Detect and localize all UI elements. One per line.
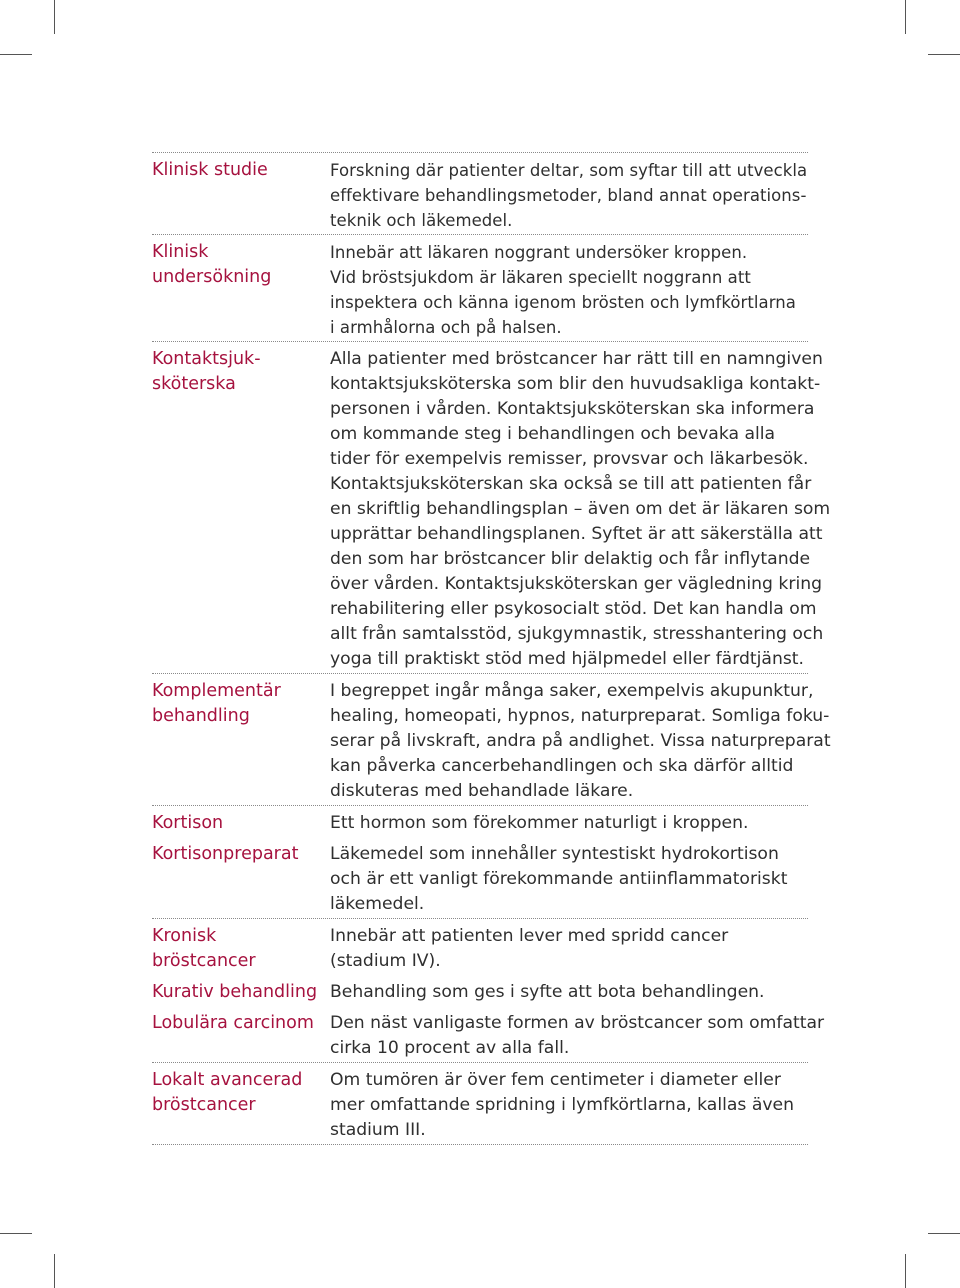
glossary-definition: Forskning där patienter deltar, som syftar till att utveckla effektivare behandlingsmetoder, bland annat operations- teknik och läkemedel. [330, 161, 808, 230]
glossary-definition: Alla patienter med bröstcancer har rätt till en namngiven kontaktsjuksköterska som blir den huvudsakliga kontakt- personen i vården. Kontaktsjuksköterskan ska informera om kommande steg i behandlingen och bevaka alla tider för exempelvis remisser, provsvar och läkarbesök. Kontaktsjuksköterskan ska också se till att patienten får en skriftlig behandlingsplan – även om det är läkaren som upprättar behandlingsplanen. Syftet är att säkerställa att den som har bröstcancer blir delaktig och får inflytande över vården. Kontaktsjuksköterskan ger vägledning kring rehabilitering eller psykosocialt stöd. Det kan handla om allt från samtalsstöd, sjukgymnastik, stresshantering och yoga till praktiskt stöd med hjälpmedel eller färdtjänst. [330, 349, 831, 669]
glossary-term: Lobulära carcinom [152, 1013, 314, 1033]
crop-mark [54, 0, 55, 34]
glossary-definition: Läkemedel som innehåller syntestiskt hydrokortison och är ett vanligt förekommande antiinflammatoriskt läkemedel. [330, 844, 788, 914]
glossary-entry [152, 153, 808, 235]
glossary-entry [152, 975, 808, 1006]
glossary-term: Klinisk undersökning [152, 242, 272, 287]
glossary-term: Kontaktsjuk- sköterska [152, 349, 261, 394]
glossary-entry [152, 806, 808, 837]
glossary-entry [152, 1063, 808, 1145]
glossary-definition: Innebär att patienten lever med spridd cancer (stadium IV). [330, 926, 729, 971]
glossary-definition: Behandling som ges i syfte att bota behandlingen. [330, 982, 765, 1002]
crop-mark [905, 1254, 906, 1288]
glossary-term: Kortison [152, 813, 224, 833]
glossary-term: Kronisk bröstcancer [152, 926, 256, 971]
crop-mark [928, 54, 960, 55]
glossary-term: Kortisonpreparat [152, 844, 299, 864]
crop-mark [905, 0, 906, 34]
glossary-definition: Om tumören är över fem centimeter i diameter eller mer omfattande spridning i lymfkörtlarna, kallas även stadium III. [330, 1070, 795, 1140]
glossary-entry [152, 674, 831, 806]
glossary-entry [152, 837, 808, 919]
glossary-term: Komplementär behandling [152, 681, 281, 726]
glossary-term: Lokalt avancerad bröstcancer [152, 1070, 303, 1115]
glossary-list [152, 152, 831, 1145]
glossary-definition: Ett hormon som förekommer naturligt i kroppen. [330, 813, 749, 833]
crop-mark [928, 1233, 960, 1234]
glossary-term: Klinisk studie [152, 160, 268, 180]
glossary-entry [152, 919, 808, 975]
glossary-definition: I begreppet ingår många saker, exempelvis akupunktur, healing, homeopati, hypnos, naturpreparat. Somliga foku- serar på livskraft, andra på andlighet. Vissa naturpreparat kan påverka cancerbehandlingen och ska därför alltid diskuteras med behandlade läkare. [330, 681, 831, 801]
glossary-definition: Innebär att läkaren noggrant undersöker kroppen. Vid bröstsjukdom är läkaren speciellt noggrann att inspektera och känna igenom brösten och lymfkörtlarna i armhålorna och på halsen. [330, 243, 796, 337]
glossary-entry [152, 1006, 825, 1063]
glossary-entry [152, 235, 808, 342]
glossary-term: Kurativ behandling [152, 982, 318, 1002]
glossary-definition: Den näst vanligaste formen av bröstcancer som omfattar cirka 10 procent av alla fall. [330, 1013, 825, 1058]
glossary-entry [152, 342, 831, 674]
crop-mark [0, 54, 32, 55]
crop-mark [54, 1254, 55, 1288]
crop-mark [0, 1233, 32, 1234]
